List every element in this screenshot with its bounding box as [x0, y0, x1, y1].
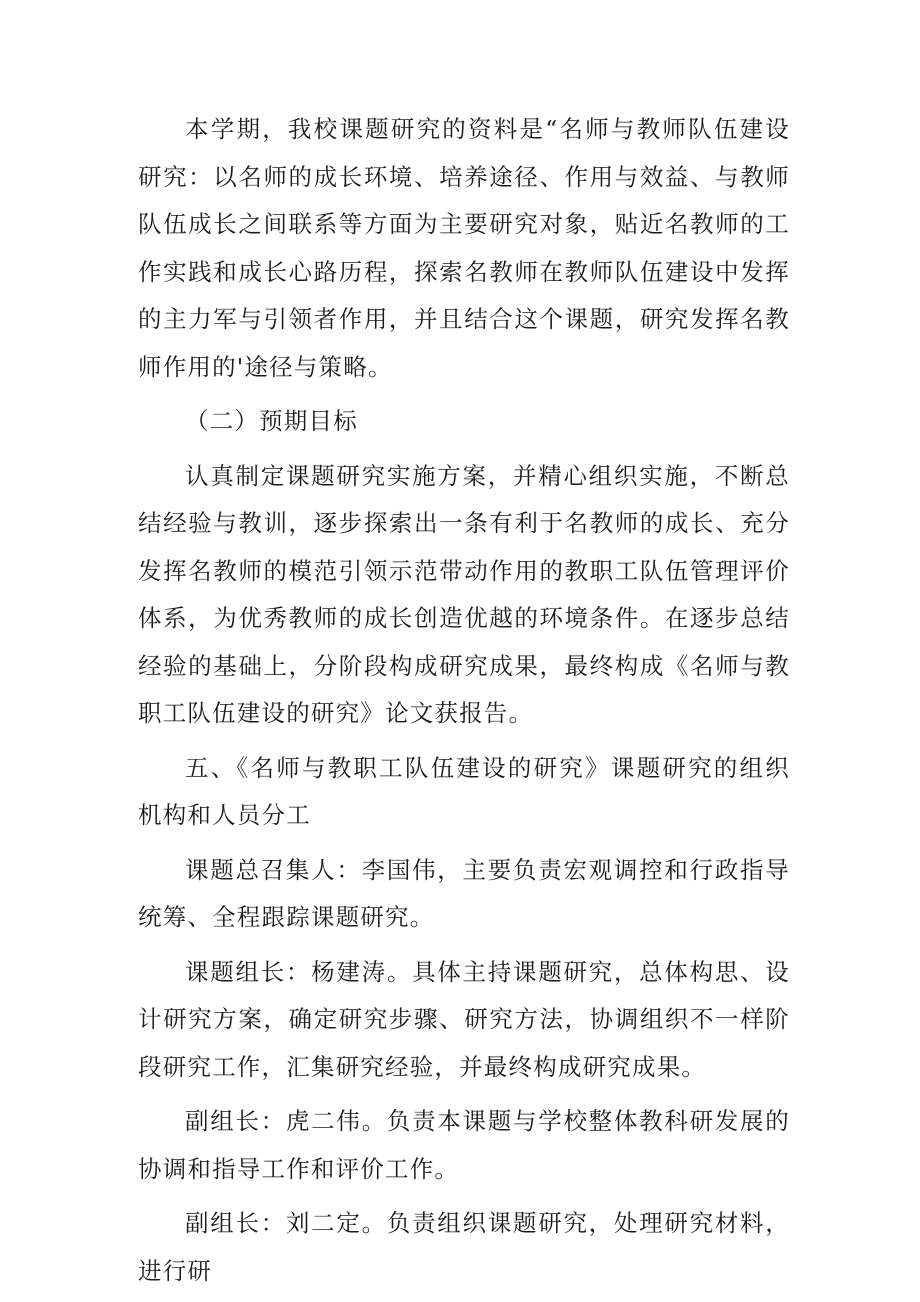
paragraph-expected-goals: 认真制定课题研究实施方案，并精心组织实施，不断总结经验与教训，逐步探索出一条有利于名教师的成长、充分发挥名教师的模范引领示范带动作用的教职工队伍管理评价体系，为优秀教师的成长创造优越的环境条件。在逐步总结经验的基础上，分阶段构成研究成果，最终构成《名师与教职工队伍建设的研究》论文获报告。 — [138, 461, 790, 727]
paragraph-deputy-leader-1: 副组长：虎二伟。负责本课题与学校整体教科研发展的协调和指导工作和评价工作。 — [138, 1107, 790, 1183]
section-heading-organization: 五、《名师与教职工队伍建设的研究》课题研究的组织机构和人员分工 — [138, 753, 790, 829]
paragraph-group-leader: 课题组长：杨建涛。具体主持课题研究，总体构思、设计研究方案，确定研究步骤、研究方法，协调组织不一样阶段研究工作，汇集研究经验，并最终构成研究成果。 — [138, 957, 790, 1081]
paragraph-convener: 课题总召集人：李国伟，主要负责宏观调控和行政指导统筹、全程跟踪课题研究。 — [138, 855, 790, 931]
paragraph-research-content: 本学期，我校课题研究的资料是“名师与教师队伍建设研究：以名师的成长环境、培养途径、作用与效益、与教师队伍成长之间联系等方面为主要研究对象，贴近名教师的工作实践和成长心路历程，探索名教师在教师队伍建设中发挥的主力军与引领者作用，并且结合这个课题，研究发挥名教师作用的'途径与策略。 — [138, 115, 790, 381]
paragraph-deputy-leader-2: 副组长：刘二定。负责组织课题研究，处理研究材料，进行研 — [138, 1209, 790, 1285]
document-page — [138, 106, 790, 1302]
section-heading-expected-goals: （二）预期目标 — [185, 407, 358, 435]
